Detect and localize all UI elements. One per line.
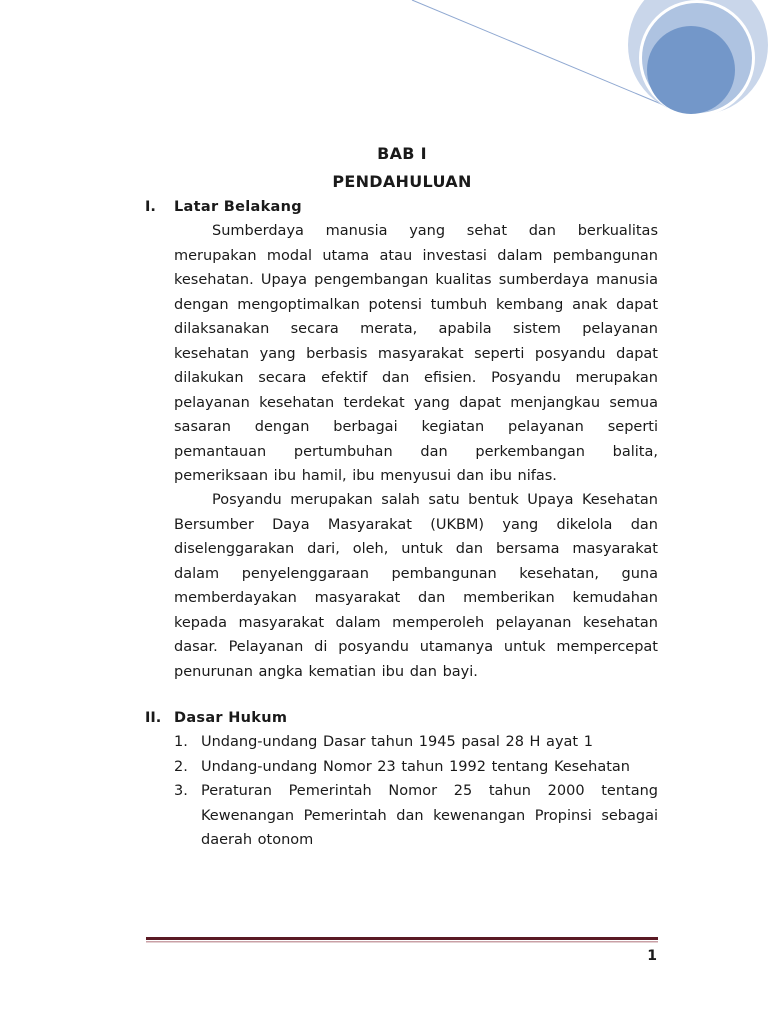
list-item-number: 2. bbox=[174, 758, 188, 775]
list-item-number: 1. bbox=[174, 734, 188, 750]
section-1-number: I. bbox=[145, 199, 156, 215]
decorative-diagonal-line bbox=[412, 0, 666, 106]
list-item-text: Undang-undang Nomor 23 tahun 1992 tentang Kesehatan bbox=[201, 758, 630, 775]
legal-basis-list bbox=[174, 730, 658, 853]
section-1-paragraph-2: Posyandu merupakan salah satu bentuk Upaya Kesehatan Bersumber Daya Masyarakat (UKBM) yang dikelola dan diselenggarakan dari, oleh, untuk dan bersama masyarakat dalam penyelenggaraan pembangunan kesehatan, guna memberdayakan masyarakat dan memberikan kemudahan kepada masyarakat dalam memperoleh pelayanan kesehatan dasar. Pelayanan di posyandu utamanya untuk mempercepat penurunan angka kematian ibu dan bayi. bbox=[174, 492, 658, 680]
section-1-paragraph-1: Sumberdaya manusia yang sehat dan berkualitas merupakan modal utama atau investasi dalam pembangunan kesehatan. Upaya pengembangan kualitas sumberdaya manusia dengan mengoptimalkan potensi tumbuh kembang anak dapat dilaksanakan secara merata, apabila sistem pelayanan kesehatan yang berbasis masyarakat seperti posyandu dapat dilakukan secara efektif dan efisien. Posyandu merupakan pelayanan kesehatan terdekat yang dapat menjangkau semua sasaran dengan berbagai kegiatan pelayanan seperti pemantauan pertumbuhan dan perkembangan balita, pemeriksaan ibu hamil, ibu menyusui dan ibu nifas. bbox=[174, 223, 658, 484]
chapter-number: BAB I bbox=[377, 144, 427, 163]
list-item-number: 3. bbox=[174, 783, 188, 799]
decorative-circle-inner bbox=[647, 26, 735, 114]
footer-divider bbox=[146, 937, 658, 945]
header-circle-decoration bbox=[0, 0, 768, 130]
list-item bbox=[174, 730, 658, 755]
list-item-text: Undang-undang Dasar tahun 1945 pasal 28 H ayat 1 bbox=[201, 734, 593, 750]
list-item-text: Peraturan Pemerintah Nomor 25 tahun 2000 tentang Kewenangan Pemerintah dan kewenangan Propinsi sebagai daerah otonom bbox=[201, 783, 658, 848]
chapter-title: PENDAHULUAN bbox=[332, 172, 472, 191]
section-2-number: II. bbox=[145, 710, 162, 726]
section-2-title: Dasar Hukum bbox=[174, 710, 288, 726]
section-1-title: Latar Belakang bbox=[174, 199, 302, 215]
list-item bbox=[174, 779, 658, 853]
page-number: 1 bbox=[647, 948, 657, 964]
list-item bbox=[174, 755, 658, 780]
